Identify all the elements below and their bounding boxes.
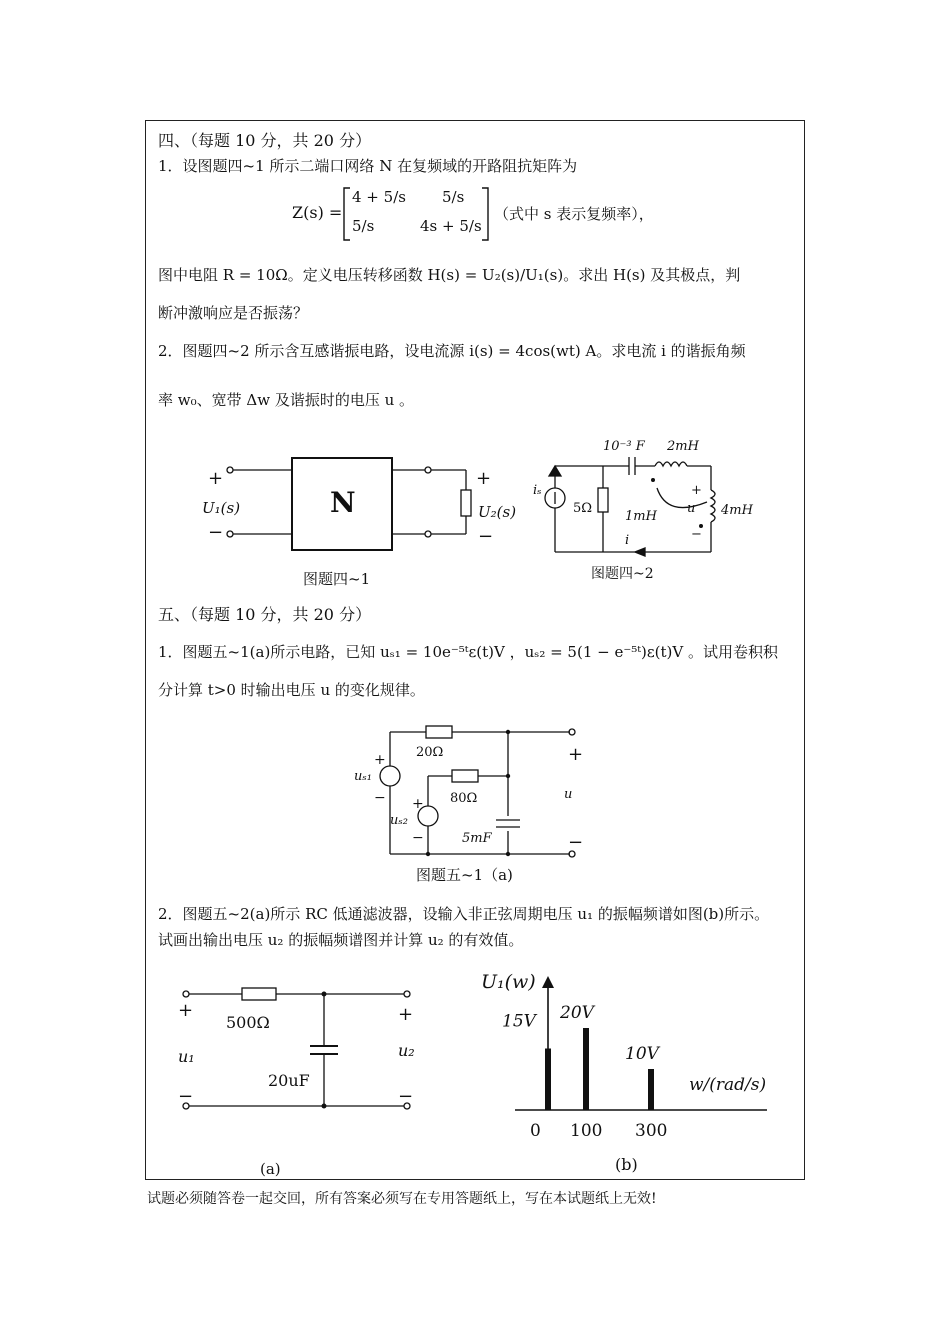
fig2-caption: 图题四~2 [591,566,654,582]
fig2-l1: 2mH [667,439,699,454]
fig4a-plus-right: + [398,1004,414,1025]
matrix-note: （式中 s 表示复频率）， [494,205,654,223]
fig3-us2: uₛ₂ [390,813,408,828]
fig3-u: u [564,787,573,802]
spectrum-data-label: 10V [625,1044,659,1064]
fig2-m: 1mH [625,509,657,524]
spectrum-data-label: 20V [560,1003,594,1023]
fig1-minus-left: − [208,522,224,543]
fig1-plus-right: + [476,468,492,489]
fig1-plus-left: + [208,468,224,489]
q5-1-line2: 分计算 t>0 时输出电压 u 的变化规律。 [158,681,425,699]
figure-5-2a [170,980,430,1178]
figure-4-2 [525,432,775,587]
matrix-a12: 5/s [442,188,465,206]
fig4a-caption: (a) [260,1160,281,1178]
fig4a-plus-left: + [178,1000,194,1021]
spectrum-bar [583,1028,589,1110]
fig3-us1: uₛ₁ [354,769,372,784]
spectrum-bar [545,1049,551,1111]
spectrum-tick-label: 0 [530,1121,541,1141]
q5-2-line1: 2．图题五~2(a)所示 RC 低通滤波器，设输入非正弦周期电压 u₁ 的振幅频谱如图(b)所示。 [158,905,770,923]
fig3-us2-plus: + [412,796,424,812]
fig3-us1-plus: + [374,752,386,768]
spectrum-bar [648,1069,654,1110]
figure-5-1 [350,720,600,890]
fig3-us2-minus: − [412,830,424,846]
spectrum-tick-label: 300 [635,1121,668,1141]
spectrum-xlabel: w/(rad/s) [689,1075,767,1095]
q4-1-line1: 1．设图题四~1 所示二端口网络 N 在复频域的开路阻抗矩阵为 [158,157,578,175]
section4-heading: 四、（每题 10 分，共 20 分） [158,131,372,150]
fig4a-minus-right: − [398,1086,414,1107]
matrix-a22: 4s + 5/s [420,217,482,235]
block-n: N [330,486,356,519]
fig1-u1: U₁(s) [202,499,241,517]
fig3-r2: 80Ω [450,791,478,806]
fig4a-u2: u₂ [398,1041,415,1060]
fig4a-u1: u₁ [178,1047,195,1066]
fig2-l2: 4mH [721,503,753,518]
fig3-minus: − [568,832,584,853]
q4-1-line3: 断冲激响应是否振荡？ [158,304,309,322]
q5-1-line1: 1．图题五~1(a)所示电路，已知 uₛ₁ = 10e⁻⁵ᵗε(t)V ，uₛ₂ = 5(1 − e⁻⁵ᵗ)ε(t)V 。试用卷积积 [158,643,778,661]
figure-4-1 [200,452,517,592]
footer-note: 试题必须随答卷一起交回，所有答案必须写在专用答题纸上，写在本试题纸上无效! [147,1191,657,1207]
fig2-plus: + [691,483,702,498]
fig2-r: 5Ω [573,501,593,516]
section5-heading: 五、（每题 10 分，共 20 分） [158,605,372,624]
fig3-caption: 图题五~1（a) [416,866,513,884]
q4-2-line2: 率 w₀、宽带 Δw 及谐振时的电压 u 。 [158,391,415,409]
fig2-is: iₛ [533,483,542,498]
spectrum-caption: (b) [615,1155,638,1174]
fig2-cap: 10⁻³ F [603,439,645,454]
q5-2-line2: 试画出输出电压 u₂ 的振幅频谱图并计算 u₂ 的有效值。 [158,931,524,949]
matrix-a11: 4 + 5/s [352,188,406,206]
fig4a-r: 500Ω [226,1013,270,1032]
q4-1-line2: 图中电阻 R = 10Ω。定义电压转移函数 H(s) = U₂(s)/U₁(s)。求出 H(s) 及其极点，判 [158,266,741,284]
fig3-plus: + [568,744,584,765]
spectrum-tick-label: 100 [570,1121,603,1141]
fig4a-minus-left: − [178,1086,194,1107]
matrix-lhs: Z(s) = [292,203,343,222]
fig3-c: 5mF [462,831,492,846]
fig3-us1-minus: − [374,790,386,806]
spectrum-data-label: 15V [502,1011,536,1032]
fig1-u2: U₂(s) [478,503,517,521]
figure-5-2b [475,958,795,1178]
matrix-a21: 5/s [352,217,375,235]
spectrum-ylabel: U₁(w) [481,971,536,993]
fig1-caption: 图题四~1 [303,570,371,588]
fig2-i: i [625,533,630,548]
fig2-u: u [687,501,696,516]
fig3-r1: 20Ω [416,745,444,760]
fig2-minus: − [691,527,702,542]
q4-2-line1: 2．图题四~2 所示含互感谐振电路，设电流源 i(s) = 4cos(wt) A。求电流 i 的谐振角频 [158,342,746,360]
fig1-minus-right: − [478,526,494,547]
fig4a-c: 20uF [268,1071,310,1090]
